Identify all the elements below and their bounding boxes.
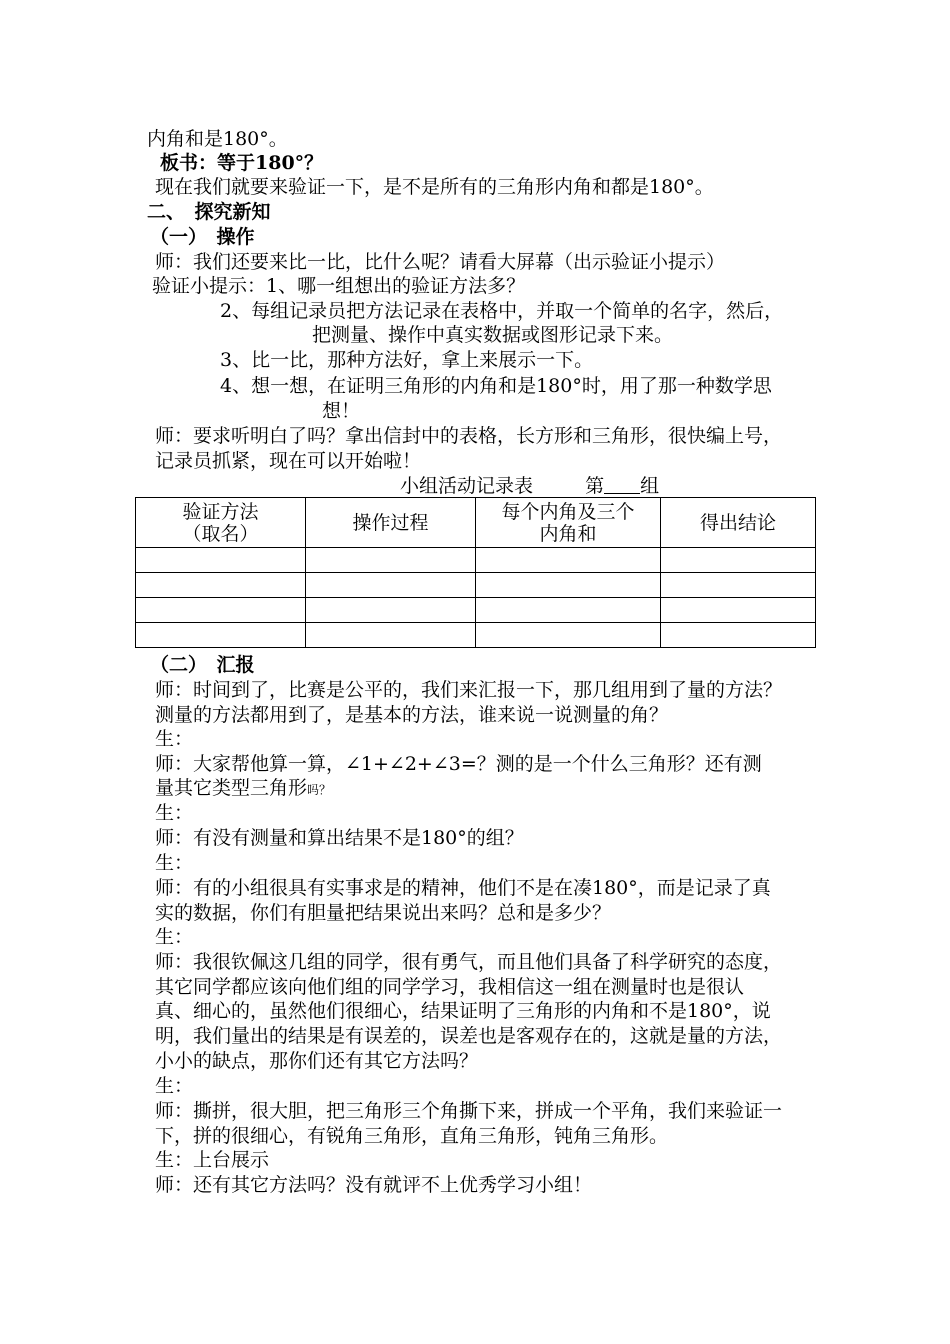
table-cell[interactable] (661, 598, 816, 623)
blackboard-line: 板书：等于180°？ (160, 152, 324, 174)
table-header-cell: 得出结论 (661, 498, 816, 548)
text-line: 记录员抓紧，现在可以开始啦！ (155, 450, 422, 472)
table-cell[interactable] (306, 548, 476, 573)
text-line: 下，拼的很细心，有锐角三角形，直角三角形，钝角三角形。 (155, 1125, 669, 1147)
text-line: 生： (155, 802, 194, 824)
text-line: 生： (155, 1075, 194, 1097)
table-cell[interactable] (136, 598, 306, 623)
table-header-cell: 验证方法 （取名） (136, 498, 306, 548)
table-header-row (136, 498, 816, 548)
table-header-cell: 操作过程 (306, 498, 476, 548)
text-line: 师：要求听明白了吗？拿出信封中的表格，长方形和三角形，很快编上号， (155, 425, 783, 447)
table-cell[interactable] (136, 573, 306, 598)
table-cell[interactable] (476, 573, 661, 598)
text-line: 量其它类型三角形吗？ (155, 777, 332, 799)
subsection-heading: （二） 汇报 (150, 654, 255, 676)
text-line: 实的数据，你们有胆量把结果说出来吗？总和是多少？ (155, 902, 612, 924)
text-line: 验证小提示：1、哪一组想出的验证方法多？ (152, 275, 526, 297)
table-row (136, 548, 816, 573)
table-cell[interactable] (661, 573, 816, 598)
table-cell[interactable] (306, 623, 476, 648)
text-line: 现在我们就要来验证一下，是不是所有的三角形内角和都是180°。 (155, 176, 714, 198)
text-line: 其它同学都应该向他们组的同学学习，我相信这一组在测量时也是很认 (155, 976, 745, 998)
group-number-blank (604, 475, 640, 494)
table-cell[interactable] (476, 598, 661, 623)
text-line: 师：我们还要来比一比，比什么呢？请看大屏幕（出示验证小提示） (155, 251, 726, 273)
text-line: 师：我很钦佩这几组的同学，很有勇气，而且他们具备了科学研究的态度， (155, 951, 783, 973)
tip-line: 3、比一比，那种方法好，拿上来展示一下。 (220, 349, 594, 371)
text-line: 生： (155, 852, 194, 874)
subsection-heading: （一） 操作 (150, 226, 255, 248)
tip-line: 想！ (322, 400, 361, 422)
activity-record-table (135, 497, 816, 648)
text-line: 真、细心的，虽然他们很细心，结果证明了三角形的内角和不是180°，说 (155, 1000, 771, 1022)
table-cell[interactable] (306, 598, 476, 623)
text-line: 明，我们量出的结果是有误差的，误差也是客观存在的，这就是量的方法， (155, 1025, 783, 1047)
table-cell[interactable] (136, 623, 306, 648)
tip-line: 把测量、操作中真实数据或图形记录下来。 (312, 324, 674, 346)
text-line: 师：大家帮他算一算，∠1+∠2+∠3=？测的是一个什么三角形？还有测 (155, 753, 762, 775)
text-line: 生：上台展示 (155, 1149, 270, 1171)
text-line: 内角和是180°。 (147, 128, 288, 150)
table-row (136, 573, 816, 598)
table-row (136, 623, 816, 648)
text-line: 测量的方法都用到了，是基本的方法，谁来说一说测量的角？ (155, 704, 669, 726)
table-cell[interactable] (136, 548, 306, 573)
text-line: 师：时间到了，比赛是公平的，我们来汇报一下，那几组用到了量的方法？ (155, 679, 783, 701)
table-cell[interactable] (476, 623, 661, 648)
section-heading: 二、 探究新知 (147, 201, 271, 223)
text-line: 师：还有其它方法吗？没有就评不上优秀学习小组！ (155, 1174, 593, 1196)
table-cell[interactable] (476, 548, 661, 573)
text-line: 师：有没有测量和算出结果不是180°的组？ (155, 827, 524, 849)
text-line: 小小的缺点，那你们还有其它方法吗？ (155, 1050, 479, 1072)
text-line: 师：有的小组很具有实事求是的精神，他们不是在凑180°，而是记录了真 (155, 877, 771, 899)
text-line: 师：撕拼，很大胆，把三角形三个角撕下来，拼成一个平角，我们来验证一 (155, 1100, 783, 1122)
table-cell[interactable] (661, 548, 816, 573)
text-line: 生： (155, 728, 194, 750)
tip-line: 2、每组记录员把方法记录在表格中，并取一个简单的名字，然后， (220, 300, 784, 322)
table-header-cell: 每个内角及三个 内角和 (476, 498, 661, 548)
table-title: 小组活动记录表 第 组 (400, 475, 660, 497)
tip-line: 4、想一想，在证明三角形的内角和是180°时，用了那一种数学思 (220, 375, 772, 397)
text-line: 生： (155, 926, 194, 948)
table-cell[interactable] (306, 573, 476, 598)
table-cell[interactable] (661, 623, 816, 648)
table-row (136, 598, 816, 623)
